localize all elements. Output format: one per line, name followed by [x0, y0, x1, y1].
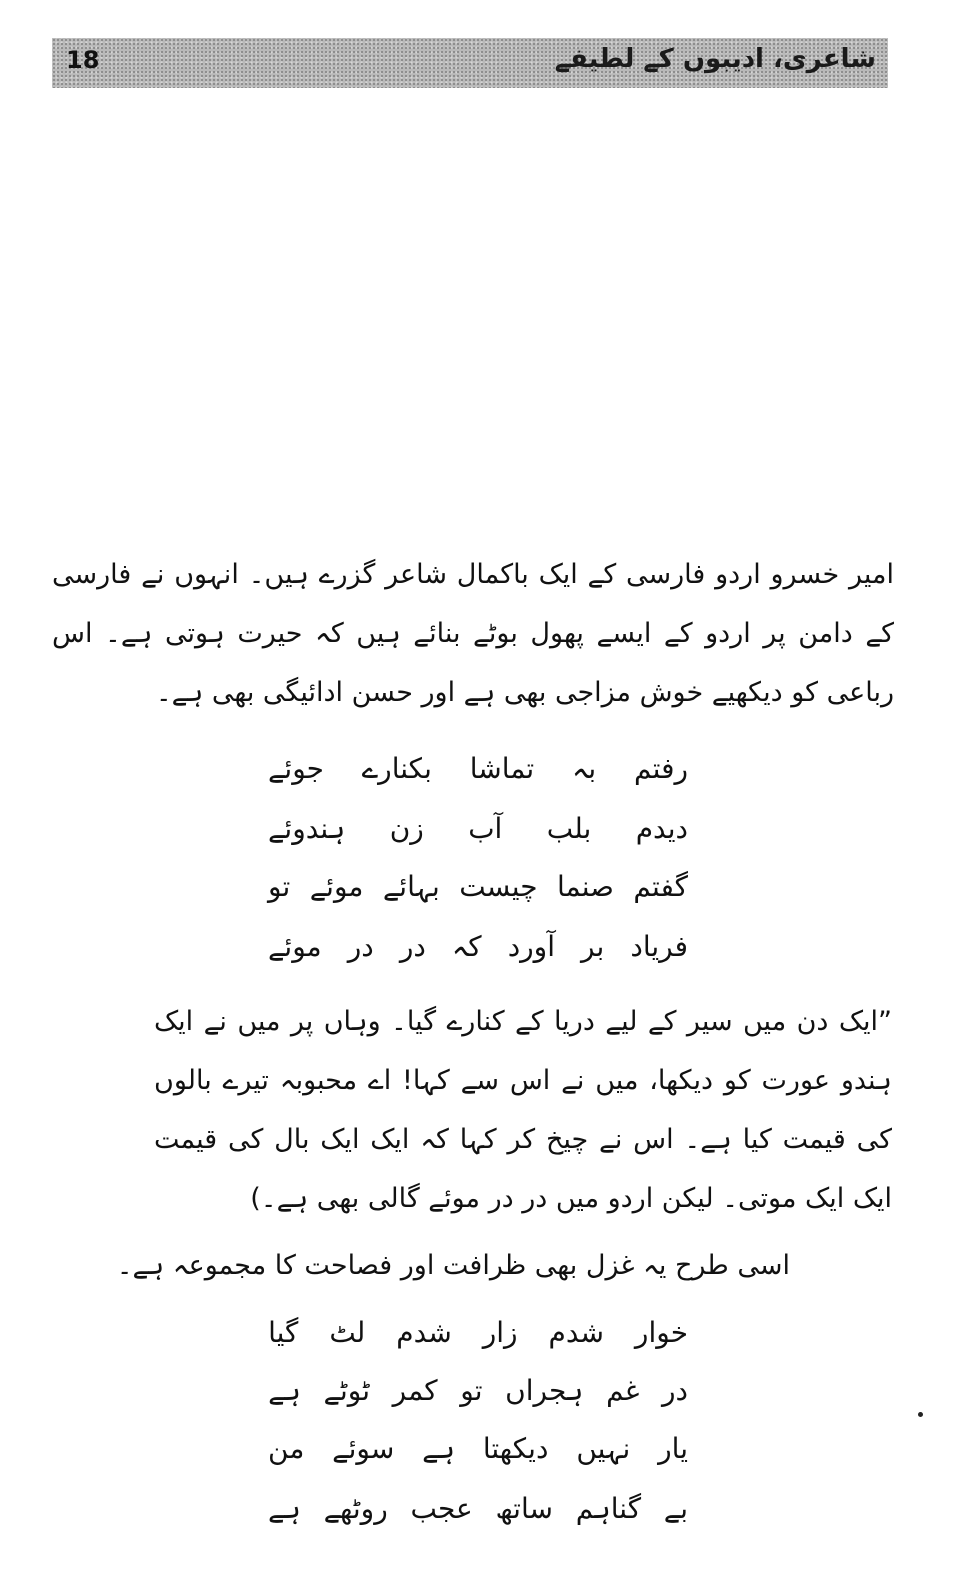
ghazal-line: بے گناہم ساتھ عجب روٹھے ہے: [268, 1491, 688, 1525]
ghazal-line: در غم ہجراں تو کمر ٹوٹے ہے: [268, 1373, 688, 1407]
rubai-line: فریاد بر آورد کہ در در موئے: [268, 929, 688, 963]
rubai-line: دیدم بلب آب زن ہندوئے: [268, 811, 688, 845]
ghazal-line: یار نہیں دیکھتا ہے سوئے من: [268, 1431, 688, 1465]
stray-dot-mark: [918, 1412, 923, 1417]
running-title: شاعری، ادیبوں کے لطیفے: [554, 44, 876, 74]
translation-paragraph: ”ایک دن میں سیر کے لیے دریا کے کنارے گیا۔ وہاں پر میں نے ایک ہندو عورت کو دیکھا، میں نے اس سے کہا! اے محبوبہ تیرے بالوں کی قیمت کیا ہے۔ اس نے چیخ کر کہا کہ ایک ایک بال کی قیمت ایک ایک موتی۔ لیکن اردو میں در در موئے گالی بھی ہے۔): [154, 1006, 892, 1214]
rubai-line: گفتم صنما چیست بہائے موئے تو: [268, 869, 688, 903]
ghazal-intro: اسی طرح یہ غزل بھی ظرافت اور فصاحت کا مجموعہ ہے۔: [116, 1250, 790, 1281]
page-header: [52, 38, 888, 88]
rubai-line: رفتم بہ تماشا بکنارے جوئے: [268, 751, 688, 785]
intro-paragraph: امیر خسرو اردو فارسی کے ایک باکمال شاعر گزرے ہیں۔ انہوں نے فارسی کے دامن پر اردو کے ایسے پھول بوٹے بنائے ہیں کہ حیرت ہوتی ہے۔ اس رباعی کو دیکھیے خوش مزاجی بھی ہے اور حسن ادائیگی بھی ہے۔: [52, 559, 894, 708]
ghazal-line: خوار شدم زار شدم لٹ گیا: [268, 1315, 688, 1349]
page-number: 18: [66, 46, 100, 74]
